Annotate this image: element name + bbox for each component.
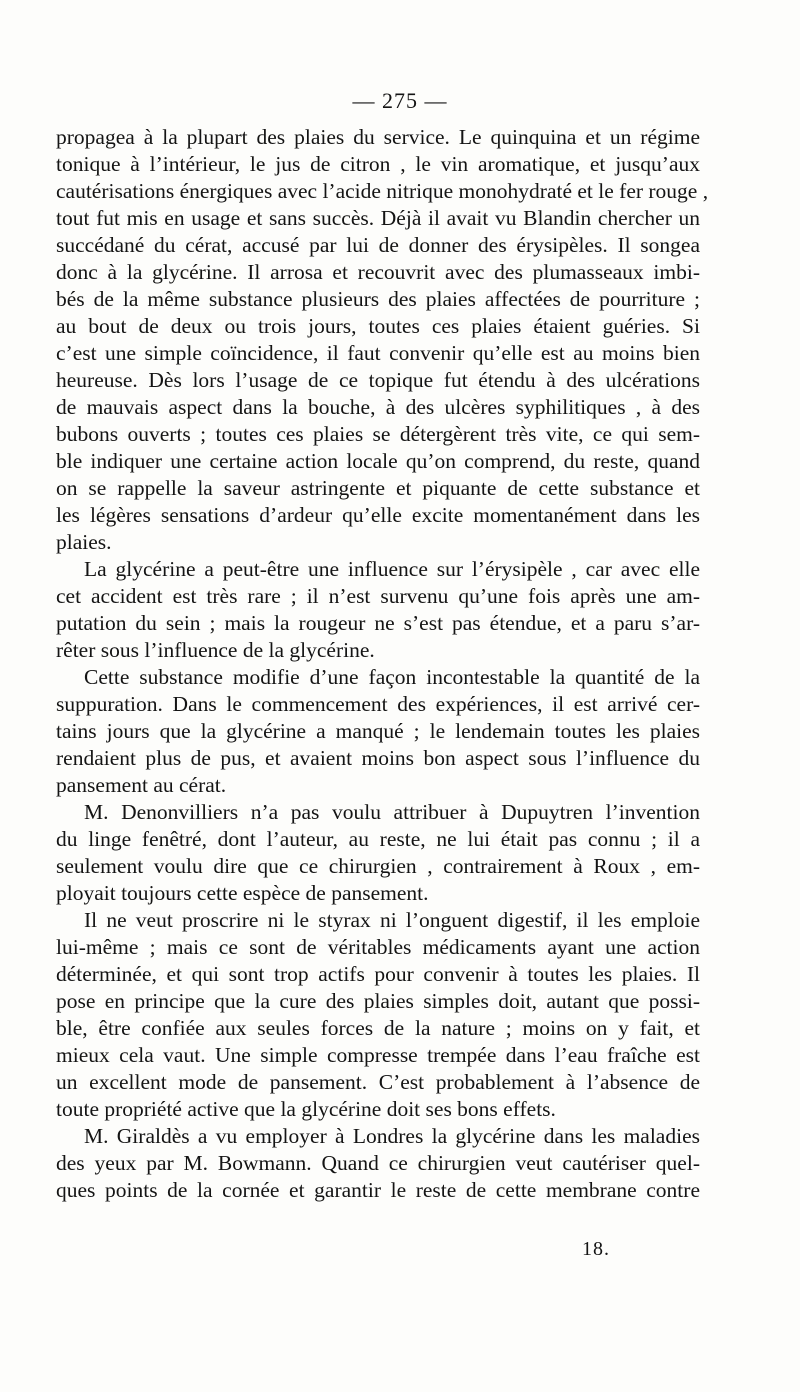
text-line: propagea à la plupart des plaies du service. Le quinquina et un régime bbox=[56, 125, 700, 149]
text-line: ques points de la cornée et garantir le reste de cette membrane contre bbox=[56, 1178, 700, 1202]
text-line: ble, être confiée aux seules forces de la nature ; moins on y fait, et bbox=[56, 1016, 700, 1040]
text-line: seulement voulu dire que ce chirurgien , contrairement à Roux , em- bbox=[56, 854, 700, 878]
text-line: ble indiquer une certaine action locale qu’on comprend, du reste, quand bbox=[56, 449, 700, 473]
text-line: de mauvais aspect dans la bouche, à des ulcères syphilitiques , à des bbox=[56, 395, 700, 419]
text-line: bés de la même substance plusieurs des plaies affectées de pourriture ; bbox=[56, 287, 700, 311]
text-line: les légères sensations d’ardeur qu’elle excite momentanément dans les bbox=[56, 503, 700, 527]
text-line: des yeux par M. Bowmann. Quand ce chirurgien veut cautériser quel- bbox=[56, 1151, 700, 1175]
text-line: donc à la glycérine. Il arrosa et recouvrit avec des plumasseaux imbi- bbox=[56, 260, 700, 284]
page-number: — 275 — bbox=[352, 88, 448, 113]
text-line: pansement au cérat. bbox=[56, 773, 227, 797]
text-line: bubons ouverts ; toutes ces plaies se détergèrent très vite, ce qui sem- bbox=[56, 422, 700, 446]
text-line: du linge fenêtré, dont l’auteur, au reste, ne lui était pas connu ; il a bbox=[56, 827, 700, 851]
text-line: putation du sein ; mais la rougeur ne s’est pas étendue, et a paru s’ar- bbox=[56, 611, 700, 635]
text-line: ployait toujours cette espèce de pansement. bbox=[56, 881, 429, 905]
text-line: suppuration. Dans le commencement des expériences, il est arrivé cer- bbox=[56, 692, 700, 716]
text-line: tains jours que la glycérine a manqué ; le lendemain toutes les plaies bbox=[56, 719, 700, 743]
text-line: succédané du cérat, accusé par lui de donner des érysipèles. Il songea bbox=[56, 233, 700, 257]
text-line: rendaient plus de pus, et avaient moins bon aspect sous l’influence du bbox=[56, 746, 700, 770]
text-line: La glycérine a peut-être une influence sur l’érysipèle , car avec elle bbox=[84, 557, 700, 581]
text-line: lui-même ; mais ce sont de véritables médicaments ayant une action bbox=[56, 935, 700, 959]
text-line: tonique à l’intérieur, le jus de citron , le vin aromatique, et jusqu’aux bbox=[56, 152, 700, 176]
text-line: pose en principe que la cure des plaies simples doit, autant que possi- bbox=[56, 989, 700, 1013]
text-line: heureuse. Dès lors l’usage de ce topique fut étendu à des ulcérations bbox=[56, 368, 700, 392]
body-text bbox=[56, 124, 709, 1204]
text-line: un excellent mode de pansement. C’est probablement à l’absence de bbox=[56, 1070, 700, 1094]
text-line: Il ne veut proscrire ni le styrax ni l’onguent digestif, il les emploie bbox=[84, 908, 700, 932]
text-line: cet accident est très rare ; il n’est survenu qu’une fois après une am- bbox=[56, 584, 700, 608]
signature-mark: 18. bbox=[582, 1238, 610, 1260]
text-line: toute propriété active que la glycérine doit ses bons effets. bbox=[56, 1097, 556, 1121]
text-line: M. Giraldès a vu employer à Londres la glycérine dans les maladies bbox=[84, 1124, 700, 1148]
text-line: tout fut mis en usage et sans succès. Déjà il avait vu Blandin chercher un bbox=[56, 206, 700, 230]
text-line: mieux cela vaut. Une simple compresse trempée dans l’eau fraîche est bbox=[56, 1043, 700, 1067]
text-line: plaies. bbox=[56, 530, 112, 554]
text-line: cautérisations énergiques avec l’acide nitrique monohydraté et le fer rouge , bbox=[56, 179, 709, 203]
text-line: au bout de deux ou trois jours, toutes ces plaies étaient guéries. Si bbox=[56, 314, 700, 338]
text-line: déterminée, et qui sont trop actifs pour convenir à toutes les plaies. Il bbox=[56, 962, 700, 986]
text-line: c’est une simple coïncidence, il faut convenir qu’elle est au moins bien bbox=[56, 341, 700, 365]
text-line: Cette substance modifie d’une façon incontestable la quantité de la bbox=[84, 665, 700, 689]
text-line: rêter sous l’influence de la glycérine. bbox=[56, 638, 375, 662]
text-line: M. Denonvilliers n’a pas voulu attribuer à Dupuytren l’invention bbox=[84, 800, 700, 824]
text-line: on se rappelle la saveur astringente et piquante de cette substance et bbox=[56, 476, 700, 500]
